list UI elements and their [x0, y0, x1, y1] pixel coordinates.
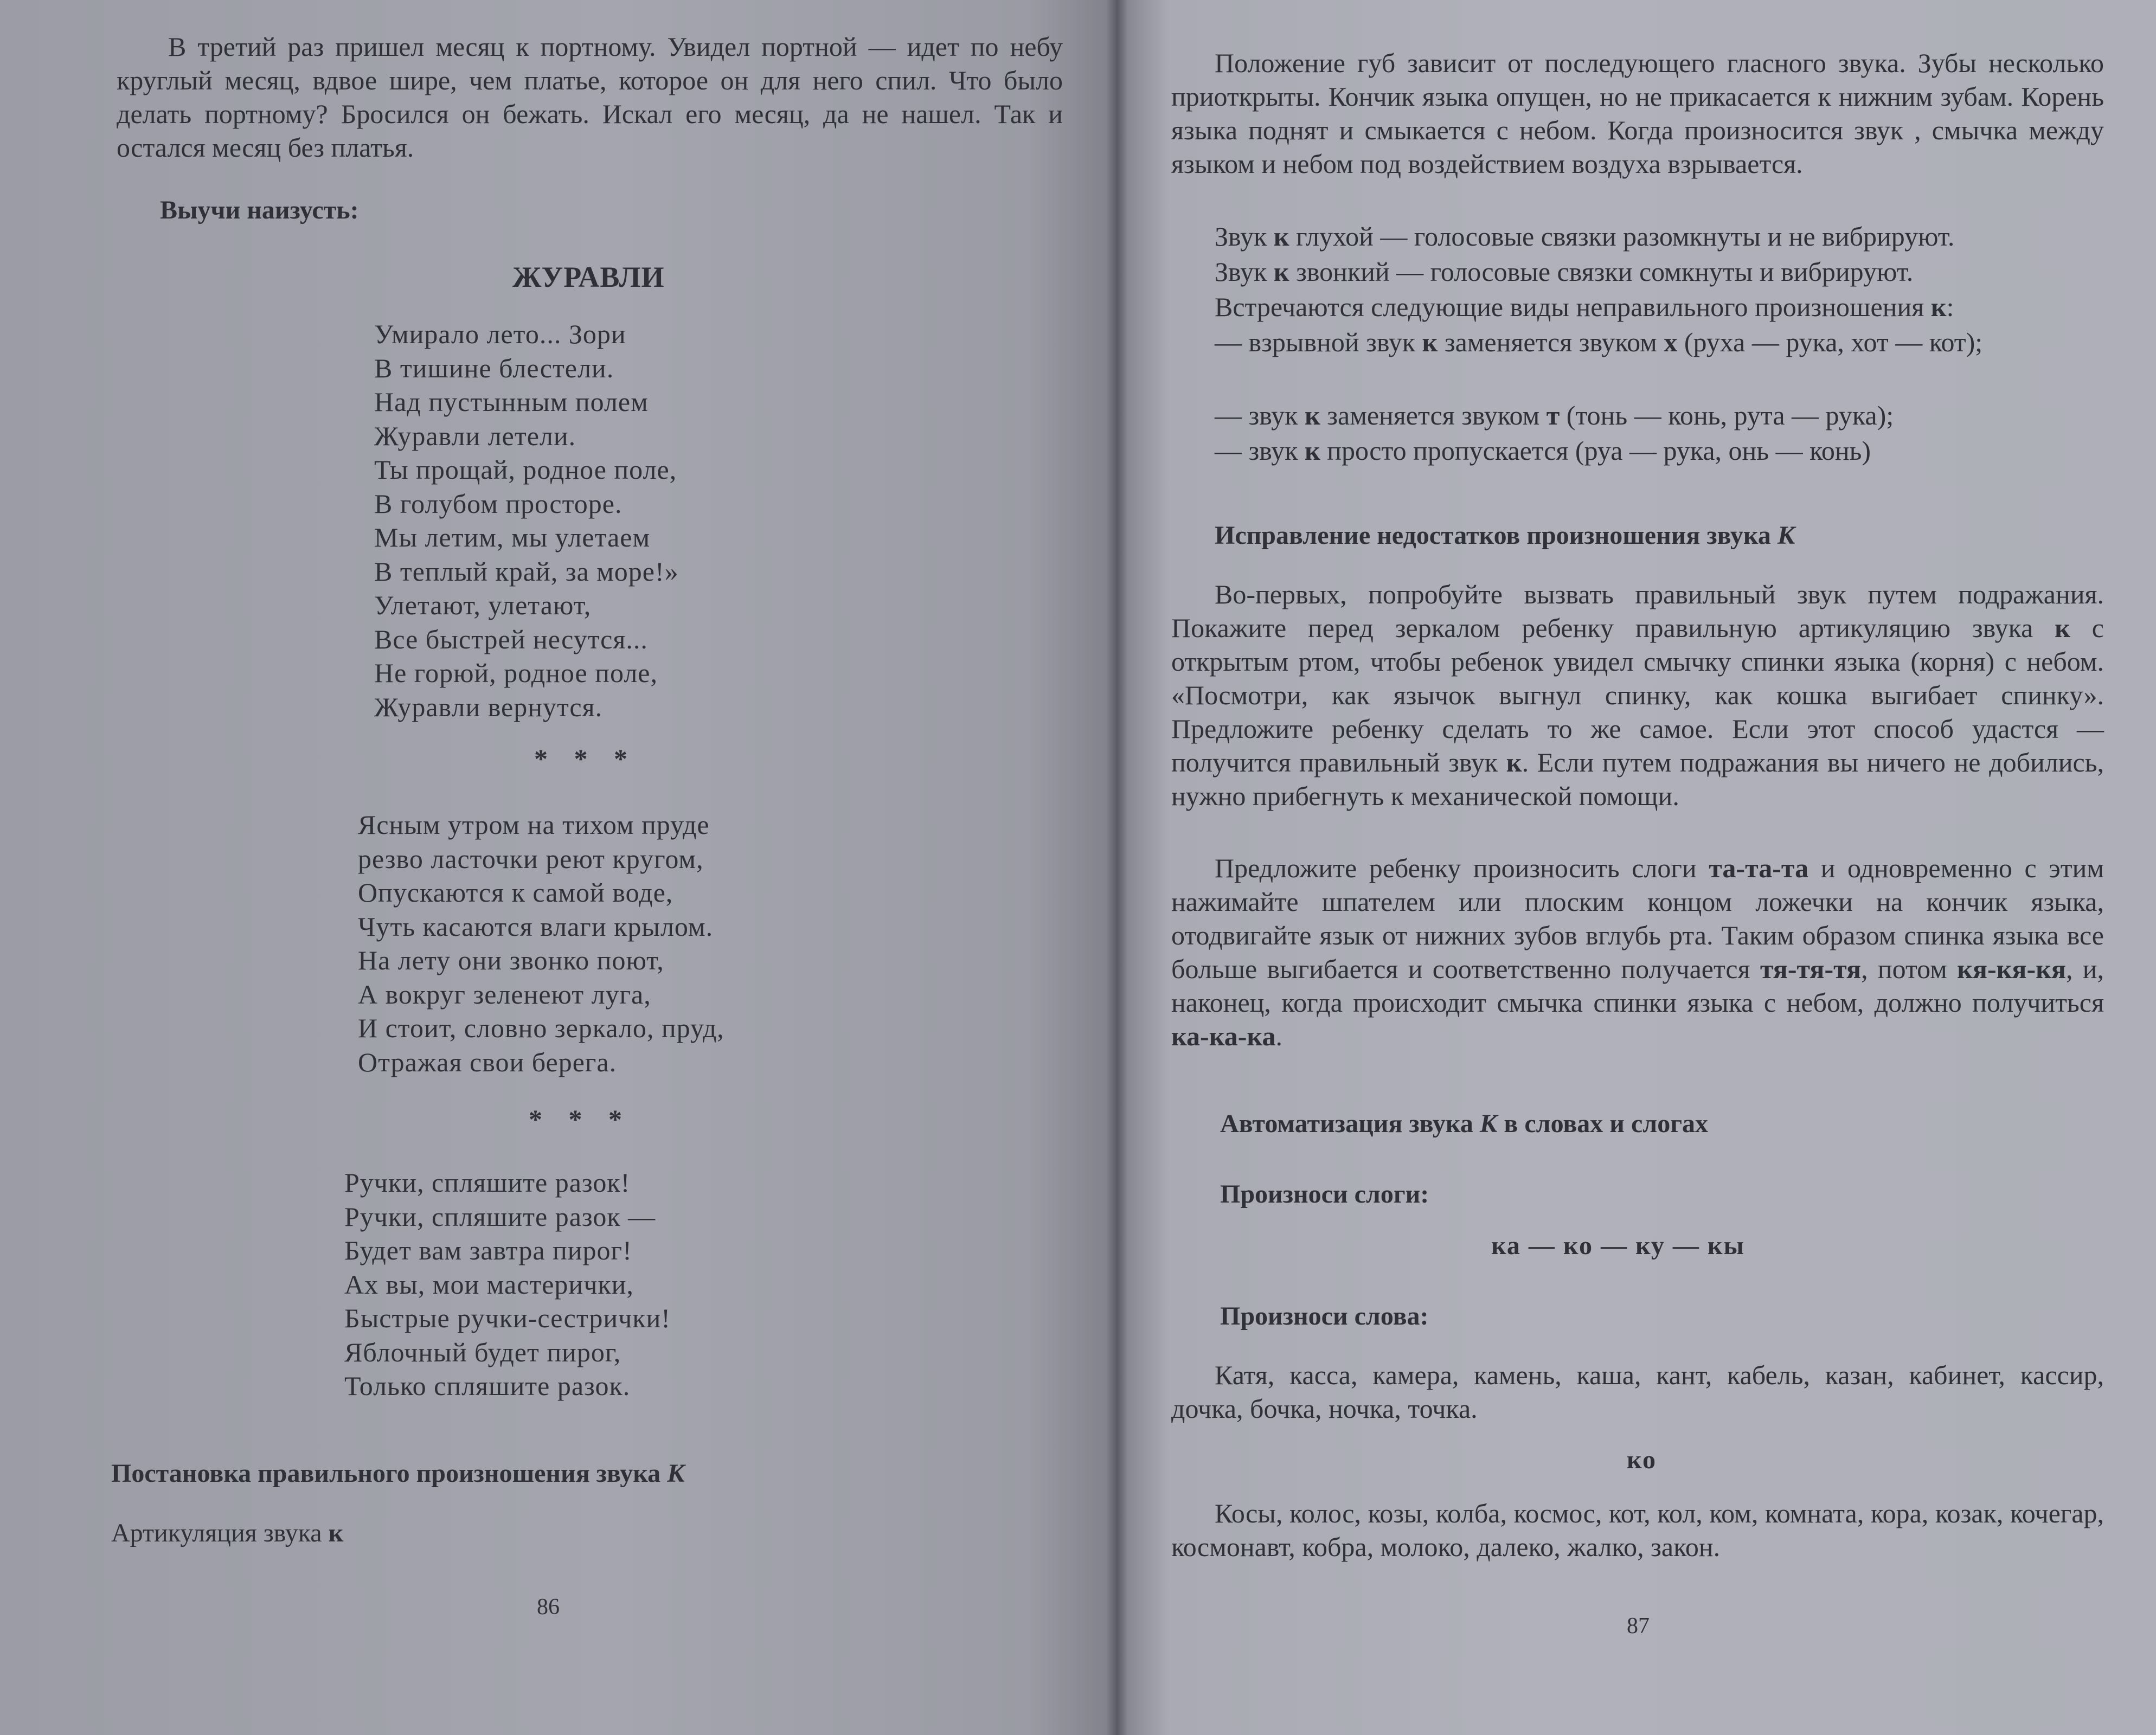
poem-line: В теплый край, за море!»	[374, 556, 679, 587]
syllables-kya: кя-кя-кя	[1957, 954, 2066, 984]
poem-line: Журавли летели.	[374, 420, 576, 451]
page-number-right: 87	[1627, 1614, 1650, 1638]
separator-1: * * *	[534, 743, 637, 774]
text: (руха — рука, хот — кот);	[1684, 327, 1983, 357]
poem-line: На лету они звонко поют,	[358, 945, 664, 975]
poem-line: В тишине блестели.	[374, 352, 614, 383]
text: , потом	[1861, 954, 1947, 984]
page-number-left: 86	[537, 1595, 560, 1620]
syllables-tya: тя-тя-тя	[1760, 954, 1862, 984]
heading-text: Исправление недостатков произношения звука	[1215, 521, 1771, 550]
articulation-letter: к	[328, 1519, 344, 1547]
heading-text: Автоматизация звука	[1220, 1109, 1473, 1138]
errors-intro: Встречаются следующие виды неправильного произношения к:	[1215, 292, 1954, 322]
articulation-text: Артикуляция звука	[111, 1519, 322, 1547]
text: глухой — голосовые связки разомкнуты и не вибрируют.	[1296, 221, 1955, 252]
text: — звук	[1215, 435, 1298, 466]
text: — взрывной звук	[1215, 327, 1416, 357]
text: Предложите ребенку произносить слоги	[1215, 853, 1697, 883]
text: заменяется звуком	[1327, 400, 1540, 430]
poem-line: Журавли вернутся.	[374, 691, 603, 722]
letter-x: х	[1664, 327, 1678, 357]
automation-heading	[1220, 1109, 1708, 1139]
poem-line: Опускаются к самой воде,	[358, 877, 673, 908]
poem-line: Ручки, спляшите разок —	[344, 1201, 656, 1232]
section-heading-letter: К	[667, 1459, 685, 1488]
text: Звук	[1215, 256, 1267, 287]
correction-heading	[1215, 520, 1795, 550]
syllables-heading: Произноси слоги:	[1220, 1180, 1429, 1209]
poem-line: Ты прощай, родное поле,	[374, 454, 677, 485]
voiced-line	[1171, 255, 2104, 288]
separator-2: * * *	[529, 1104, 632, 1134]
poem-swallows	[358, 808, 724, 1079]
heading-text: в словах и слогах	[1504, 1109, 1708, 1138]
poem-line: Быстрые ручки-сестрички!	[344, 1303, 671, 1333]
text: Звук	[1215, 221, 1267, 252]
mechanical-paragraph	[1171, 851, 2104, 1053]
section-heading-text: Постановка правильного произношения звука	[111, 1459, 661, 1488]
text: с открытым ртом, чтобы ребенок увидел смычку спинки языка (корня) с небом. «Посмотри, как язычок выгнул спинку, как кошка выгибает спинку». Предложите ребенку сделать то же самое. Если этот способ удастся — получится правильный звук	[1171, 613, 2104, 777]
letter-k: к	[1422, 327, 1438, 357]
error-item-1	[1171, 325, 2104, 359]
voiceless-line	[1171, 220, 2104, 253]
poem-line: Ручки, спляшите разок!	[344, 1167, 631, 1198]
heading-letter: К	[1777, 521, 1795, 550]
letter-k: к	[1506, 747, 1522, 777]
letter-t: т	[1546, 400, 1560, 430]
error-item-2	[1171, 399, 2104, 432]
letter-k: к	[1273, 256, 1289, 287]
poem-line: Ах вы, мои мастерички,	[344, 1269, 634, 1300]
learn-heading: Выучи наизусть:	[160, 196, 359, 224]
letter-k: к	[2055, 613, 2070, 643]
text: , и, наконец, когда происходит смычка спинки языка с небом, должно получиться	[1171, 954, 2104, 1018]
letter-k: к	[1930, 292, 1947, 322]
letter-k: к	[1273, 221, 1289, 252]
syllables-line: ка — ко — ку — кы	[1491, 1231, 1746, 1260]
letter-k: к	[1304, 435, 1320, 466]
text: Во-первых, попробуйте вызвать правильный звук путем подражания. Покажите перед зеркалом ребенку правильную артикуляцию звука	[1171, 579, 2104, 643]
poem-hands	[344, 1166, 671, 1403]
heading-letter: К	[1479, 1109, 1498, 1138]
poem-line: А вокруг зеленеют луга,	[358, 979, 651, 1010]
poem-line: В голубом просторе.	[374, 488, 623, 519]
poem-line: Мы летим, мы улетаем	[374, 522, 651, 552]
intro-paragraph: В третий раз пришел месяц к портному. Увидел портной — идет по небу круглый месяц, вдвое шире, чем платье, которое он для него спил. Что было делать портному? Бросился он бежать. Искал его месяц, да не нашел. Так и остался месяц без платья.	[117, 31, 1063, 163]
text: .	[1275, 1021, 1282, 1051]
letter-k: к	[1304, 400, 1320, 430]
poem-title: ЖУРАВЛИ	[512, 261, 665, 293]
text: — звук	[1215, 400, 1298, 430]
poem-line: резво ласточки реют кругом,	[358, 843, 704, 874]
text: и одновременно с этим нажимайте шпателем или плоским концом ложечки на кончик языка, отодвигайте язык от нижних зубов вглубь рта. Таким образом спинка языка все больше выгибается и соответственно получается	[1171, 853, 2104, 984]
words-heading: Произноси слова:	[1220, 1302, 1429, 1331]
right-page	[1117, 0, 2156, 1735]
lips-paragraph: Положение губ зависит от последующего гласного звука. Зубы несколько приоткрыты. Кончик языка опущен, но не прикасается к нижним зубам. Корень языка поднят и смыкается с небом. Когда произносится звук , смычка между языком и небом под воздействием воздуха взрывается.	[1171, 48, 2104, 179]
text: . Если путем подражания вы ничего не добились, нужно прибегнуть к механической помощи.	[1171, 747, 2104, 811]
text: Встречаются следующие виды неправильного произношения	[1215, 292, 1924, 322]
poem-line: Ясным утром на тихом пруде	[358, 809, 710, 840]
text: звонкий — голосовые связки сомкнуты и вибрируют.	[1296, 256, 1914, 287]
text: просто пропускается (руа — рука, онь — конь)	[1327, 435, 1871, 466]
poem-line: Не горюй, родное поле,	[374, 658, 658, 688]
poem-line: Улетают, улетают,	[374, 590, 592, 620]
syllables-ta: та-та-та	[1709, 853, 1809, 883]
text: (тонь — конь, рута — рука);	[1566, 400, 1894, 430]
poem-line: Отражая свои берега.	[358, 1046, 617, 1077]
poem-zhuravli	[374, 317, 679, 724]
poem-line: Будет вам завтра пирог!	[344, 1235, 632, 1265]
articulation-label	[111, 1518, 343, 1548]
poem-line: Над пустынным полем	[374, 387, 649, 417]
poem-line: Чуть касаются влаги крылом.	[358, 911, 714, 942]
poem-line: Яблочный будет пирог,	[344, 1336, 621, 1367]
syllables-ka: ка-ка-ка	[1171, 1021, 1276, 1051]
section-heading	[111, 1458, 685, 1488]
imitation-paragraph	[1171, 577, 2104, 813]
words-ko-paragraph: Косы, колос, козы, колба, космос, кот, кол, ком, комната, кора, козак, кочегар, космонавт, кобра, молоко, далеко, жалко, закон.	[1171, 1498, 2104, 1562]
poem-line: Умирало лето... Зори	[374, 319, 626, 349]
poem-line: И стоит, словно зеркало, пруд,	[358, 1013, 724, 1043]
ko-label: ко	[1627, 1445, 1657, 1474]
words-ka-paragraph: Катя, касса, камера, камень, каша, кант, кабель, казан, кабинет, кассир, дочка, бочка, ночка, точка.	[1171, 1360, 2104, 1424]
poem-line: Только спляшите разок.	[344, 1371, 631, 1401]
poem-line: Все быстрей несутся...	[374, 624, 648, 654]
book-gutter	[1106, 0, 1128, 1735]
text: заменяется звуком	[1444, 327, 1657, 357]
error-item-3	[1171, 434, 2104, 467]
